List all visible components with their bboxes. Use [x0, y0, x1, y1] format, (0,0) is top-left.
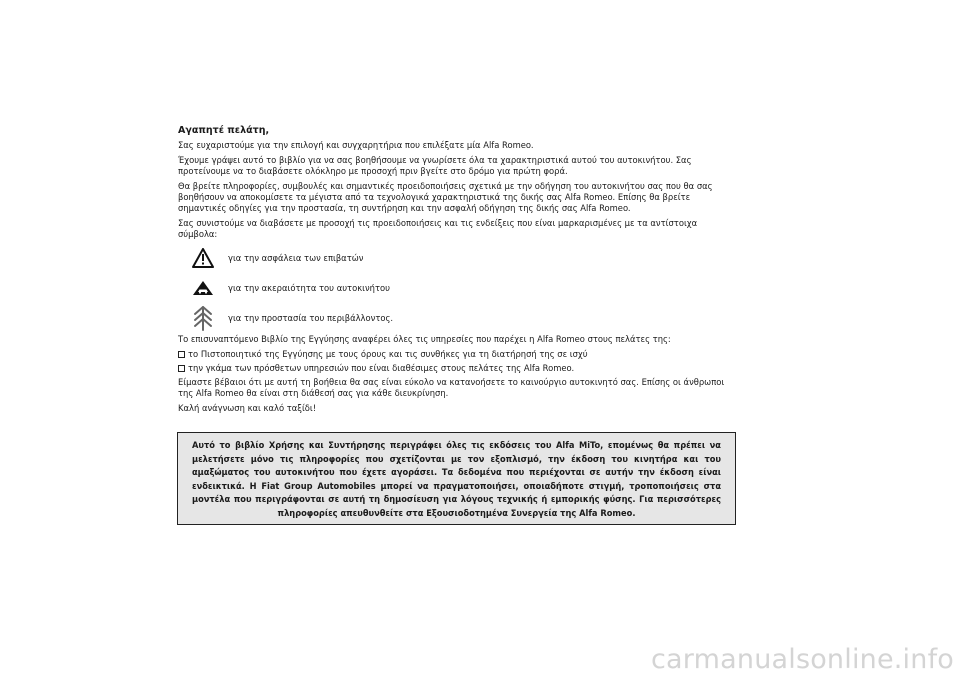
- site-watermark: carmanualsonline.info: [651, 644, 954, 675]
- checkbox-bullet-icon: [178, 351, 185, 358]
- car-protection-icon: [178, 280, 228, 296]
- symbol-row-vehicle: [178, 274, 738, 302]
- symbols-intro-paragraph: Σας συνιστούμε να διαβάσετε με προσοχή τις προειδοποιήσεις και τις ενδείξεις που είναι μαρκαρισμένες με τα αντίστοιχα σύμβολα:: [178, 218, 698, 239]
- symbol-row-safety: [178, 244, 738, 272]
- page-content: [178, 125, 738, 418]
- confidence-paragraph: Είμαστε βέβαιοι ότι με αυτή τη βοήθεια θα σας είναι εύκολο να κατανοήσετε το καινούργιο αυτοκινητό σας. Επίσης οι άνθρωποι της Alfa Romeo θα είναι στη διάθεσή σας για κάθε διευκρίνηση.: [178, 377, 725, 398]
- closing-line: Καλή ανάγνωση και καλό ταξίδι!: [178, 403, 317, 413]
- greeting-title: Αγαπητέ πελάτη,: [178, 125, 270, 136]
- edition-notice-box: Αυτό το βιβλίο Χρήσης και Συντήρησης περιγράφει όλες τις εκδόσεις του Alfa MiTo, επομένως θα πρέπει να μελετήσετε μόνο τις πληροφορίες που σχετίζονται με τον εξοπλισμό, την έκδοση του κινητήρα και του αμαξώματος του αυτοκινήτου που έχετε αγοράσει. Τα δεδομένα που περιέχονται σε αυτήν την έκδοση είναι ενδεικτικά. Η Fiat Group Automobiles μπορεί να πραγματοποιήσει, οποιαδήποτε στιγμή, τροποποιήσεις στα μοντέλα που περιγράφονται σε αυτή τη δημοσίευση για λόγους τεχνικής ή εμπορικής φύσης. Για περισσότερες πληροφορίες απευθυνθείτε στα Εξουσιοδοτημένα Συνεργεία της Alfa Romeo.: [177, 432, 736, 525]
- environment-tree-icon: [178, 305, 228, 331]
- symbol-row-environment: [178, 304, 738, 332]
- symbol-label-vehicle: για την ακεραιότητα του αυτοκινήτου: [228, 282, 390, 293]
- warranty-bullet-certificate: [178, 349, 738, 360]
- warranty-paragraph: Το επισυναπτόμενο Βιβλίο της Εγγύησης αναφέρει όλες τις υπηρεσίες που παρέχει η Alfa Romeo στους πελάτες της:: [178, 334, 671, 344]
- warning-triangle-icon: [178, 248, 228, 268]
- symbol-label-environment: για την προστασία του περιβάλλοντος.: [228, 312, 394, 323]
- information-paragraph: Θα βρείτε πληροφορίες, συμβουλές και σημαντικές προειδοποιήσεις σχετικά με την οδήγηση του αυτοκινήτου σας που θα σας βοηθήσουν να αποκομίσετε τα μέγιστα από τα τεχνολογικά χαρακτηριστικά της δικής σας Alfa Romeo. Επίσης θα βρείτε σημαντικές οδηγίες για την προστασία, τη συντήρηση και την ασφαλή οδήγηση της δικής σας Alfa Romeo.: [178, 181, 713, 213]
- bullet-text-services: την γκάμα των πρόσθετων υπηρεσιών που είναι διαθέσιμες στους πελάτες της Alfa Romeo.: [188, 363, 575, 373]
- purpose-paragraph: Έχουμε γράψει αυτό το βιβλίο για να σας βοηθήσουμε να γνωρίσετε όλα τα χαρακτηριστικά αυτού του αυτοκινήτου. Σας προτείνουμε να το διαβάσετε ολόκληρο με προσοχή πριν βγείτε στο δρόμο για πρώτη φορά.: [178, 155, 692, 176]
- symbol-label-safety: για την ασφάλεια των επιβατών: [228, 252, 364, 263]
- warranty-bullet-services: [178, 363, 738, 374]
- bullet-text-certificate: το Πιστοποιητικό της Εγγύησης με τους όρους και τις συνθήκες για τη διατήρησή της σε ισχύ: [188, 349, 588, 359]
- checkbox-bullet-icon: [178, 365, 185, 372]
- thanks-paragraph: Σας ευχαριστούμε για την επιλογή και συγχαρητήρια που επιλέξατε μία Alfa Romeo.: [178, 140, 534, 150]
